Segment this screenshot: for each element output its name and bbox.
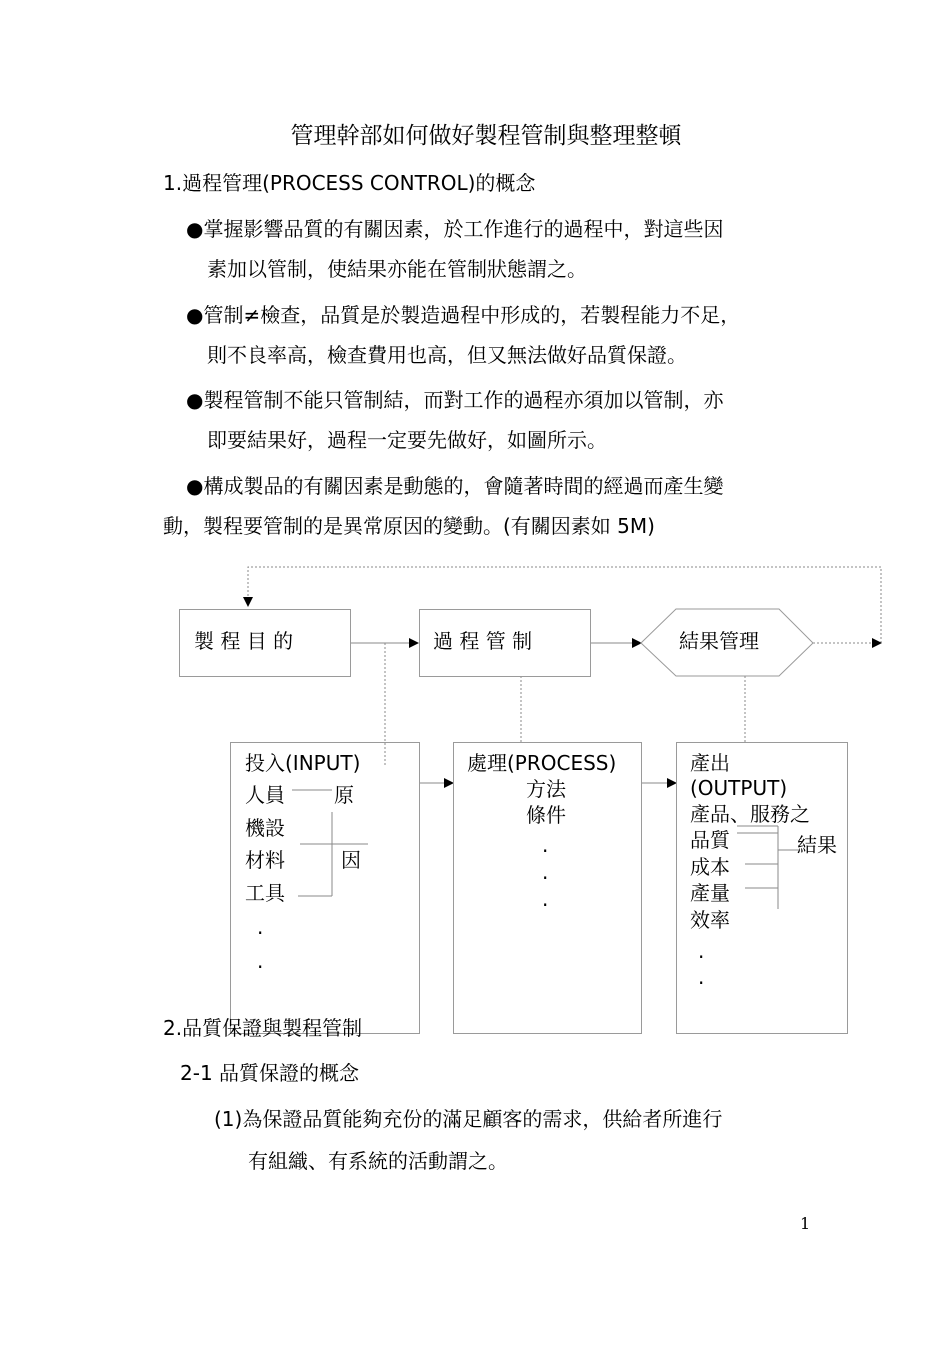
page-number: 1 — [800, 1214, 811, 1233]
result-management-label: 結果管理 — [679, 629, 759, 653]
section2-heading: 2.品質保證與製程管制 — [163, 1016, 363, 1040]
input-item: 材料 — [245, 848, 285, 872]
section1-heading: 1.過程管理(PROCESS CONTROL)的概念 — [163, 171, 536, 195]
input-cause-bottom: 因 — [341, 848, 361, 872]
section2-1-item1-line1: (1)為保證品質能夠充份的滿足顧客的需求，供給者所進行 — [214, 1107, 723, 1131]
bullet4-line2: 動，製程要管制的是異常原因的變動。(有關因素如 5M) — [163, 514, 655, 538]
section2-1-heading: 2-1 品質保證的概念 — [180, 1061, 360, 1085]
input-title: 投入(INPUT) — [245, 751, 361, 775]
document-title: 管理幹部如何做好製程管制與整理整頓 — [290, 123, 682, 149]
input-item: 人員 — [245, 783, 285, 807]
output-item: 成本 — [690, 855, 730, 879]
output-title-1: 產出 — [690, 751, 730, 775]
process-item: . — [542, 860, 549, 884]
bullet1-line1: ●掌握影響品質的有關因素，於工作進行的過程中，對這些因 — [186, 217, 724, 241]
process-item: . — [542, 833, 549, 857]
output-item: 產品、服務之 — [690, 802, 810, 826]
process-title: 處理(PROCESS) — [467, 751, 617, 775]
bullet2-line2: 則不良率高，檢查費用也高，但又無法做好品質保證。 — [207, 343, 687, 367]
process-goal-label: 製 程 目 的 — [194, 629, 294, 653]
process-item: 條件 — [526, 803, 566, 827]
process-item: . — [542, 887, 549, 911]
output-result-label: 結果 — [797, 833, 837, 857]
bullet4-line1: ●構成製品的有關因素是動態的，會隨著時間的經過而產生變 — [186, 474, 724, 498]
process-control-label: 過 程 管 制 — [433, 629, 533, 653]
bullet3-line2: 即要結果好，過程一定要先做好，如圖所示。 — [207, 428, 607, 452]
input-cause-top: 原 — [334, 783, 354, 807]
input-item: 工具 — [245, 881, 285, 905]
output-item: . — [698, 939, 705, 963]
output-item: 產量 — [690, 881, 730, 905]
process-item: 方法 — [526, 777, 566, 801]
section2-1-item1-line2: 有組織、有系統的活動謂之。 — [248, 1149, 508, 1173]
bullet1-line2: 素加以管制，使結果亦能在管制狀態謂之。 — [207, 257, 587, 281]
input-item: . — [257, 949, 264, 973]
input-item: . — [257, 915, 264, 939]
bullet3-line1: ●製程管制不能只管制結，而對工作的過程亦須加以管制，亦 — [186, 388, 724, 412]
output-item: 效率 — [690, 908, 730, 932]
output-title-2: (OUTPUT) — [690, 776, 788, 800]
input-item: 機設 — [245, 816, 285, 840]
output-item: 品質 — [690, 828, 730, 852]
output-item: . — [698, 965, 705, 989]
bullet2-line1: ●管制≠檢查，品質是於製造過程中形成的，若製程能力不足， — [186, 303, 741, 327]
